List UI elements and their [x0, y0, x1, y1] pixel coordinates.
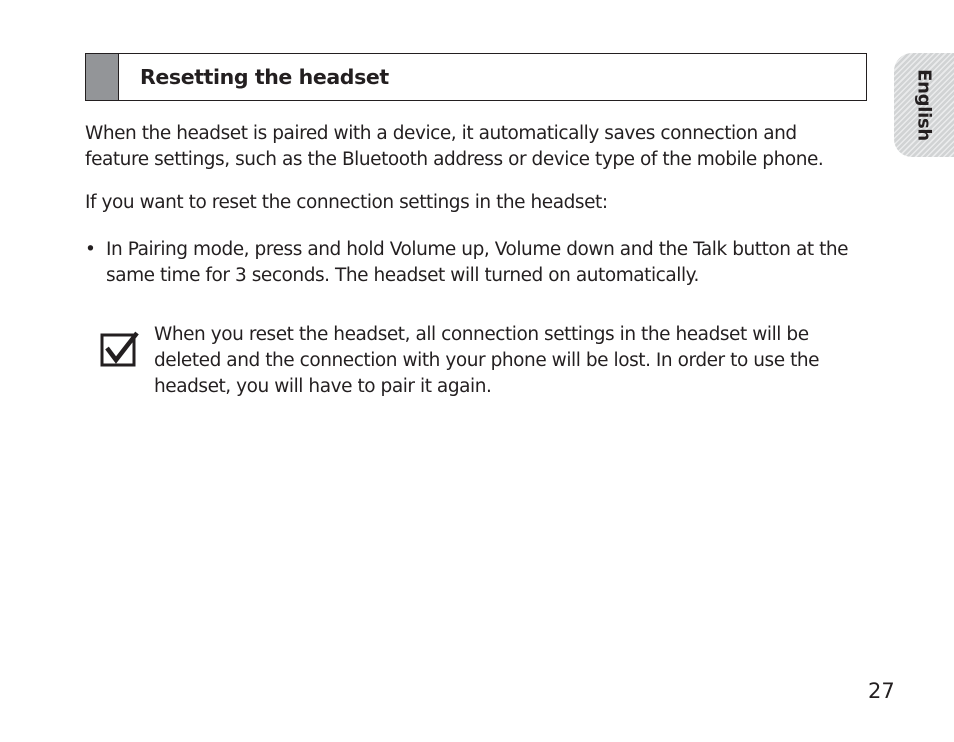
bullet-text-line: In Pairing mode, press and hold Volume up, Volume down and the Talk button at the — [106, 239, 849, 260]
note-text-line: When you reset the headset, all connection settings in the headset will be — [154, 324, 809, 345]
intro-paragraph-line: When the headset is paired with a device, it automatically saves connection and — [85, 123, 797, 144]
intro-paragraph-line: feature settings, such as the Bluetooth address or device type of the mobile phone. — [85, 149, 824, 170]
reset-lead-paragraph: If you want to reset the connection settings in the headset: — [85, 192, 608, 213]
section-header-marker — [86, 54, 119, 100]
section-title: Resetting the headset — [140, 65, 389, 89]
language-tab-label: English — [913, 69, 935, 141]
note-text-line: headset, you will have to pair it again. — [154, 376, 492, 397]
section-header — [85, 53, 867, 101]
bullet-icon: • — [85, 239, 96, 260]
checkbox-check-icon — [99, 331, 139, 369]
note-text — [154, 322, 819, 400]
bullet-text-line: same time for 3 seconds. The headset will turned on automatically. — [106, 265, 699, 286]
page-number: 27 — [868, 679, 895, 703]
bullet-text — [106, 237, 848, 289]
intro-paragraph — [85, 121, 823, 173]
language-tab — [894, 53, 954, 157]
note-text-line: deleted and the connection with your phone will be lost. In order to use the — [154, 350, 820, 371]
